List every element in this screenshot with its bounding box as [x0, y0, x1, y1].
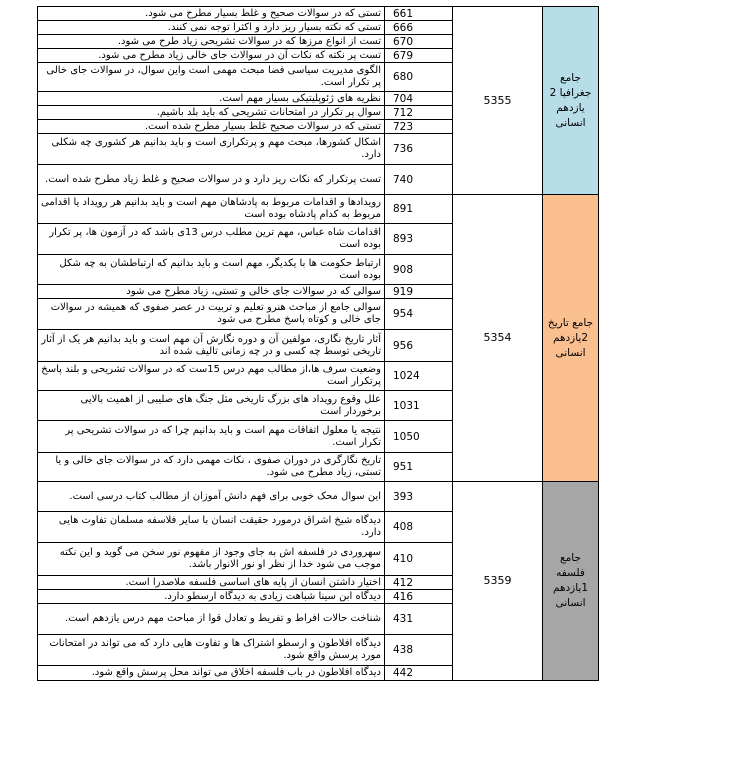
exam-code: 5359	[453, 482, 543, 681]
question-number: 666	[385, 21, 453, 35]
question-number: 416	[385, 590, 453, 604]
question-number: 679	[385, 49, 453, 63]
question-number: 410	[385, 543, 453, 576]
question-number: 893	[385, 224, 453, 255]
question-description: اشکال کشورها، مبحث مهم و پرتکراری است و باید بدانیم هر کشوری چه شکلی دارد.	[38, 134, 385, 165]
question-number: 661	[385, 7, 453, 21]
question-number: 956	[385, 330, 453, 362]
question-description: اقدامات شاه عباس، مهم ترین مطلب درس 13ی باشد که در آزمون ها، پر تکرار بوده است	[38, 224, 385, 255]
question-number: 393	[385, 482, 453, 512]
question-number: 1050	[385, 421, 453, 453]
question-number: 670	[385, 35, 453, 49]
question-description: تست پرتکرار که نکات ریز دارد و در سوالات صحیح و غلط زیاد مطرح شده است.	[38, 165, 385, 195]
questions-table	[37, 6, 599, 681]
question-description: نظریه های ژئوپلیتیکی بسیار مهم است.	[38, 92, 385, 106]
question-description: این سوال محک خوبی برای فهم دانش آموزان از مطالب کتاب درسی است.	[38, 482, 385, 512]
question-number: 712	[385, 106, 453, 120]
question-number: 431	[385, 604, 453, 635]
table-row	[38, 195, 599, 224]
question-number: 740	[385, 165, 453, 195]
question-description: تاریخ نگارگری در دوران صفوی ، نکات مهمی دارد که در سوالات جای خالی و یا تستی، زیاد مطرح می شود.	[38, 453, 385, 482]
question-description: اختیار داشتن انسان از پایه های اساسی فلسفه ملاصدرا است.	[38, 576, 385, 590]
question-description: دیدگاه شیخ اشراق درمورد حقیقت انسان با سایر فلاسفه مسلمان تفاوت هایی دارد.	[38, 512, 385, 543]
question-description: تستی که نکته بسیار ریز دارد و اکثرا توجه نمی کنند.	[38, 21, 385, 35]
question-description: سوالی جامع از مباحث هنرو تعلیم و تربیت در عصر صفوی که همیشه در سوالات جای خالی و کوتاه پاسخ مطرح می شود	[38, 299, 385, 330]
question-number: 891	[385, 195, 453, 224]
question-description: شناخت حالات افراط و تفریط و تعادل قوا از مباحث مهم درس یازدهم است.	[38, 604, 385, 635]
question-number: 908	[385, 255, 453, 285]
question-description: سوال پر تکرار در امتحانات تشریحی که باید بلد باشیم.	[38, 106, 385, 120]
question-description: نتیجه یا معلول اتفاقات مهم است و باید بدانیم چرا که در سوالات تشریحی پر تکرار است.	[38, 421, 385, 453]
question-number: 408	[385, 512, 453, 543]
subject-label: جامع تاریخ 2یازدهم انسانی	[543, 195, 599, 482]
subject-label: جامع جغرافیا 2 یازدهم انسانی	[543, 7, 599, 195]
question-description: دیدگاه ابن سینا شباهت زیادی به دیدگاه ارسطو دارد.	[38, 590, 385, 604]
subject-label: جامع فلسفه 1یازدهم انسانی	[543, 482, 599, 681]
table-row	[38, 7, 599, 21]
question-description: وضعیت سرف ها،از مطالب مهم درس 15ست که در سوالات تشریحی و بلند پاسخ پرتکرار است	[38, 362, 385, 391]
question-description: علل وقوع رویداد های بزرگ تاریخی مثل جنگ های صلیبی از اهمیت بالایی برخوردار است	[38, 391, 385, 421]
question-number: 412	[385, 576, 453, 590]
question-number: 723	[385, 120, 453, 134]
question-number: 954	[385, 299, 453, 330]
question-description: سوالی که در سوالات جای خالی و تستی، زیاد مطرح می شود	[38, 285, 385, 299]
question-number: 919	[385, 285, 453, 299]
question-description: سهروردی در فلسفه اش به جای وجود از مفهوم نور سخن می گوید و این نکته موجب می شود خدا از نظر او نور الانوار باشد.	[38, 543, 385, 576]
question-number: 704	[385, 92, 453, 106]
question-description: رویدادها و اقدامات مربوط به پادشاهان مهم است و باید بدانیم هر رویداد یا اقدامی مربوط به کدام پادشاه بوده است	[38, 195, 385, 224]
question-description: الگوی مدیریت سیاسی فضا مبحث مهمی است واین سوال، در سوالات جای خالی پر تکرار است.	[38, 63, 385, 92]
question-number: 951	[385, 453, 453, 482]
exam-code: 5355	[453, 7, 543, 195]
question-description: آثار تاریخ نگاری، مولفین آن و دوره نگارش آن مهم است و باید بدانیم هر یک از آثار تاریخی توسط چه کسی و در چه زمانی تالیف شده اند	[38, 330, 385, 362]
question-description: ارتباط حکومت ها با یکدیگر، مهم است و باید بدانیم که ارتباطشان به چه شکل بوده است	[38, 255, 385, 285]
exam-code: 5354	[453, 195, 543, 482]
question-number: 680	[385, 63, 453, 92]
question-description: تست از انواع مرزها که در سوالات تشریحی زیاد طرح می شود.	[38, 35, 385, 49]
question-number: 442	[385, 666, 453, 681]
question-number: 1031	[385, 391, 453, 421]
question-description: تستی که در سوالات صحیح غلط بسیار مطرح شده است.	[38, 120, 385, 134]
question-number: 438	[385, 635, 453, 666]
question-number: 736	[385, 134, 453, 165]
question-description: تستی که در سوالات صحیح و غلط بسیار مطرح می شود.	[38, 7, 385, 21]
question-description: دیدگاه افلاطون و ارسطو اشتراک ها و تفاوت هایی دارد که می تواند در امتحانات مورد پرسش واقع شود.	[38, 635, 385, 666]
question-description: دیدگاه افلاطون در باب فلسفه اخلاق می تواند محل پرسش واقع شود.	[38, 666, 385, 681]
question-number: 1024	[385, 362, 453, 391]
question-description: تست پر نکته که نکات آن در سوالات جای خالی زیاد مطرح می شود.	[38, 49, 385, 63]
table-row	[38, 482, 599, 512]
